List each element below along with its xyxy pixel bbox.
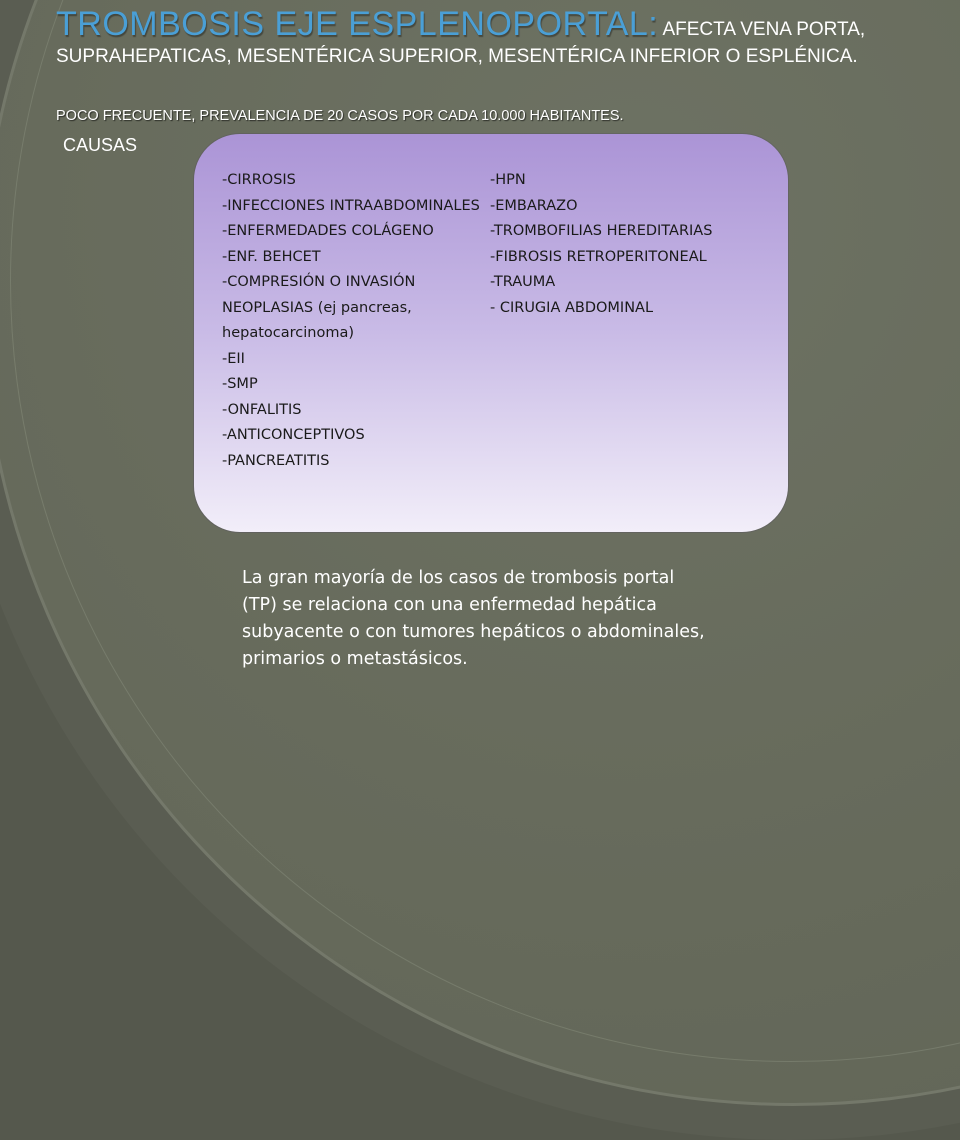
title-description: AFECTA VENA PORTA, SUPRAHEPATICAS, MESENTÉRICA SUPERIOR, MESENTÉRICA INFERIOR O ESPLÉNICA.: [56, 19, 866, 68]
title-highlight: TROMBOSIS EJE ESPLENOPORTAL:: [56, 5, 659, 43]
cause-item: -PANCREATITIS: [222, 452, 330, 469]
cause-item: -EII: [222, 350, 245, 367]
cause-item: -EMBARAZO: [490, 197, 578, 214]
cause-item: -COMPRESIÓN O INVASIÓN NEOPLASIAS (ej pancreas, hepatocarcinoma): [222, 274, 416, 341]
causes-heading: CAUSAS: [63, 135, 138, 155]
cause-item: -ENF. BEHCET: [222, 248, 321, 265]
cause-item: -ANTICONCEPTIVOS: [222, 427, 365, 443]
slide-title: [56, 4, 936, 69]
prevalence-note: POCO FRECUENTE, PREVALENCIA DE 20 CASOS POR CADA 10.000 HABITANTES.: [56, 108, 624, 124]
cause-item: -TROMBOFILIAS HEREDITARIAS: [490, 223, 713, 239]
cause-item: -SMP: [222, 376, 258, 392]
causes-list-right: [490, 168, 780, 321]
cause-item: -INFECCIONES INTRAABDOMINALES: [222, 197, 480, 214]
summary-paragraph: La gran mayoría de los casos de trombosis portal (TP) se relaciona con una enfermedad hepática subyacente o con tumores hepáticos o abdominales, primarios o metastásicos.: [242, 568, 705, 669]
cause-item: -FIBROSIS RETROPERITONEAL: [490, 248, 707, 265]
cause-item: - CIRUGIA ABDOMINAL: [490, 299, 654, 316]
causes-box: [194, 134, 788, 532]
cause-item: -TRAUMA: [490, 274, 556, 290]
cause-item: -HPN: [490, 172, 526, 188]
cause-item: -ONFALITIS: [222, 401, 302, 418]
cause-item: -ENFERMEDADES COLÁGENO: [222, 223, 434, 239]
cause-item: -CIRROSIS: [222, 172, 296, 188]
causes-list-left: [222, 168, 484, 474]
